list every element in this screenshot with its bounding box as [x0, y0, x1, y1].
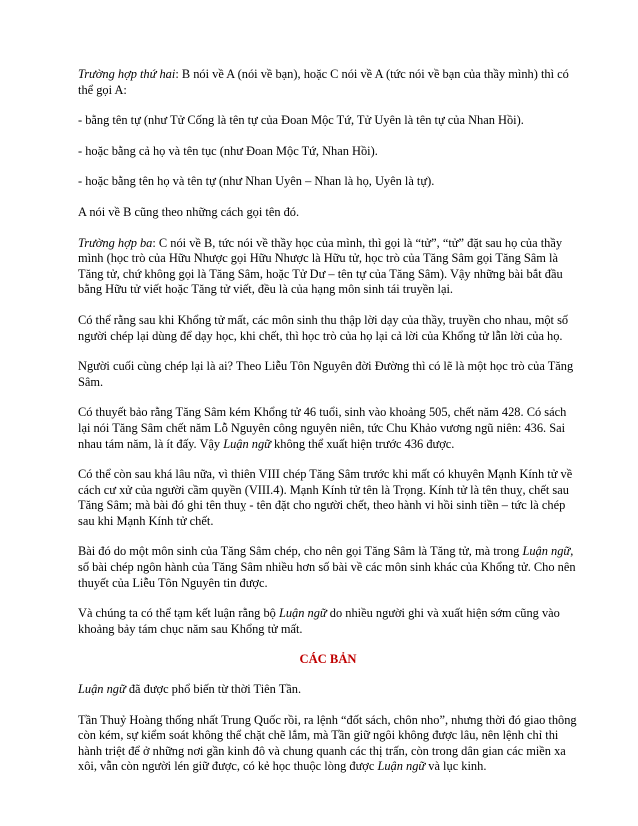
- text-run: , số bài chép ngôn hành của Tăng Sâm nhiều hơn số bài về các môn sinh khác của Khổng tử. Cho nên thuyết của Liễu Tôn Nguyên tin được.: [78, 544, 576, 590]
- paragraph: [78, 205, 578, 221]
- italic-text: Luận ngữ: [377, 759, 426, 774]
- text-run: đã được phổ biến từ thời Tiên Tần.: [125, 682, 302, 697]
- text-run: Người cuối cùng chép lại là ai? Theo Liễu Tôn Nguyên đời Đường thì có lẽ là một học trò của Tăng Sâm.: [78, 359, 574, 389]
- paragraph: [78, 682, 578, 698]
- text-run: - hoặc bằng tên họ và tên tự (như Nhan Uyên – Nhan là họ, Uyên là tự).: [78, 174, 435, 189]
- document-body: [78, 67, 578, 637]
- paragraph: [78, 606, 578, 637]
- text-run: Có thể còn sau khá lâu nữa, vì thiên VIII chép Tăng Sâm trước khi mất có khuyên Mạnh Kính tử về cách cư xử của người cầm quyền (VIII.4). Mạnh Kính tử tên là Trọng. Kính tử là tên thuỵ, chết sau Tăng Sâm; mà bài đó ghi tên thuỵ - tên đặt cho người chết, theo hành vi hồi sinh tiền – tức là chép sau khi Mạnh Kính tử chết.: [78, 467, 573, 528]
- paragraph: [78, 113, 578, 129]
- italic-text: Luận ngữ: [522, 544, 571, 559]
- text-run: không thể xuất hiện trước 436 được.: [270, 436, 455, 451]
- text-run: và lục kinh.: [425, 759, 487, 774]
- paragraph: [78, 713, 578, 775]
- paragraph: [78, 144, 578, 160]
- paragraph: [78, 544, 578, 591]
- text-run: : B nói về A (nói về bạn), hoặc C nói về A (tức nói về bạn của thầy mình) thì có thể gọi A:: [78, 67, 569, 97]
- italic-text: Luận ngữ: [78, 682, 126, 697]
- text-run: : C nói về B, tức nói về thầy học của mình, thì gọi là “tử”, “tử” đặt sau họ của thầy mình (học trò của Hữu Nhược gọi Hữu Nhược là Hữu tử, học trò của Tăng Sâm gọi Tăng Sâm là Tăng tử, chứ không gọi là Tăng Sâm, hoặc Tử Dư – tên tự của Tăng Sâm). Vậy những bài bắt đầu bằng Hữu tử viết hoặc Tăng tử viết, đều là của hạng môn sinh tái truyền lại.: [78, 235, 563, 297]
- text-run: Có thể rằng sau khi Khổng tử mất, các môn sinh thu thập lời dạy của thầy, truyền cho nhau, một số người chép lại dùng để dạy học, khi chết, thì học trò của họ lại cả lời của Khổng tử lẫn lời của họ.: [78, 312, 569, 343]
- text-run: Và chúng ta có thể tạm kết luận rằng bộ: [78, 606, 279, 621]
- paragraph: [78, 236, 578, 298]
- italic-text: Luận ngữ: [223, 436, 271, 451]
- paragraph: [78, 467, 578, 529]
- paragraph: [78, 174, 578, 190]
- italic-text: Trường hợp ba: [78, 235, 153, 250]
- text-run: Tần Thuỷ Hoàng thống nhất Trung Quốc rồi, ra lệnh “đốt sách, chôn nho”, nhưng thời đó giao thông còn kém, sự kiểm soát không thể chặt chẽ lắm, mà Tần giữ ngôi không được lâu, nên lệnh chỉ thi hành triệt để ở những nơi gần kinh đô và chung quanh các thị trấn, còn trong dân gian các miền xa xôi, vẫn còn người lén giữ được, có kẻ học thuộc lòng được: [78, 712, 577, 774]
- text-run: Có thuyết bảo rằng Tăng Sâm kém Khổng tử 46 tuổi, sinh vào khoảng 505, chết năm 428. Có sách lại nói Tăng Sâm chết năm Lỗ Nguyên công nguyên niên, tức Chu Khảo vương ngũ niên: 436. Sai nhau tám năm, là ít đấy. Vậy: [78, 405, 567, 451]
- text-run: - hoặc bằng cả họ và tên tục (như Đoan Mộc Tứ, Nhan Hồi).: [78, 143, 378, 158]
- paragraph: [78, 313, 578, 344]
- paragraph: [78, 405, 578, 452]
- paragraph: [78, 67, 578, 98]
- text-run: - bằng tên tự (như Tử Cống là tên tự của Đoan Mộc Tứ, Tử Uyên là tên tự của Nhan Hồi).: [78, 113, 524, 128]
- text-run: A nói về B cũng theo những cách gọi tên đó.: [78, 204, 300, 219]
- text-run: do nhiều người ghi và xuất hiện sớm cũng vào khoảng bảy tám chục năm sau Khổng tử mất.: [78, 606, 560, 636]
- italic-text: Trường hợp thứ hai: [78, 67, 176, 81]
- section-heading: CÁC BẢN: [299, 652, 357, 667]
- text-run: Bài đó do một môn sinh của Tăng Sâm chép, cho nên gọi Tăng Sâm là Tăng tử, mà trong: [78, 544, 523, 559]
- italic-text: Luận ngữ: [278, 606, 327, 621]
- section-body: [78, 682, 578, 775]
- paragraph: [78, 359, 578, 390]
